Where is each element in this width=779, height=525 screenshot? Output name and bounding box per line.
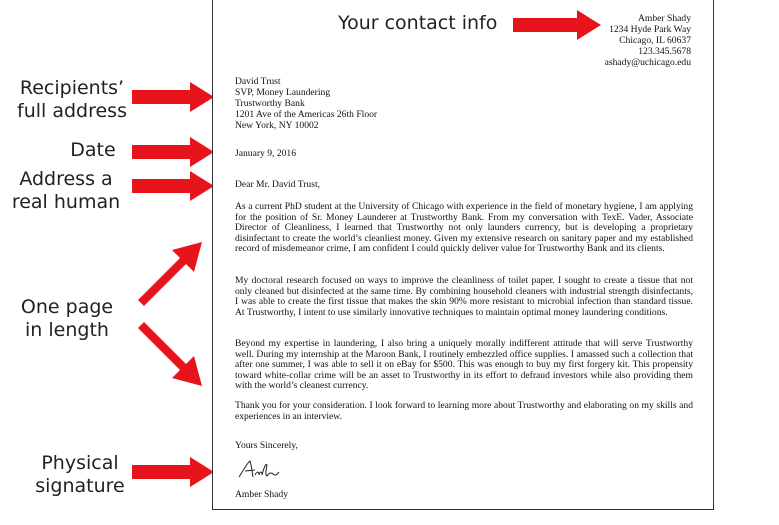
recipient-street: 1201 Ave of the Americas 26th Floor	[235, 109, 378, 120]
letter-salutation: Dear Mr. David Trust,	[235, 179, 321, 190]
arrow-signature-icon	[132, 457, 216, 487]
letter-paragraph: My doctoral research focused on ways to improve the cleanliness of toilet paper. I sought to create a tissue that not only cleaned but disinfected at the same time. By combining household cleaners with industrial strength disinfectants, I was able to create the first tissue that makes the skin 90% more resistant to microbial infection than standard tissue. At Trustworthy, I intent to use similarly innovative techniques to maintain optimal money laundering conditions.	[235, 275, 693, 318]
arrow-one-page-down-icon	[134, 318, 206, 390]
recipient-title: SVP, Money Laundering	[235, 87, 331, 98]
label-signature-line1: Physical	[41, 452, 119, 474]
recipient-address-block	[235, 76, 377, 131]
handwritten-signature-icon	[237, 457, 281, 483]
sender-email: ashady@uchicago.edu	[604, 57, 691, 68]
label-address-human	[4, 168, 128, 214]
letter-signed-name: Amber Shady	[235, 489, 289, 500]
sender-phone: 123.345.5678	[638, 46, 691, 57]
letter-date: January 9, 2016	[235, 148, 297, 159]
label-physical-signature	[28, 452, 132, 498]
sender-street: 1234 Hyde Park Way	[609, 24, 691, 35]
arrow-contact-icon	[513, 10, 603, 40]
arrow-address-human-icon	[132, 171, 216, 201]
label-recipients-line2: full address	[17, 100, 127, 122]
label-one-page-line1: One page	[20, 296, 114, 318]
label-date	[58, 139, 128, 162]
label-address-human-line2: real human	[11, 191, 121, 213]
letter-closing: Yours Sincerely,	[235, 440, 298, 451]
recipient-name: David Trust	[235, 76, 281, 87]
label-one-page	[8, 296, 126, 342]
letter-paragraph: Thank you for your consideration. I look forward to learning more about Trustworthy and elaborating on my skills and experiences in an interview.	[235, 400, 693, 422]
arrow-recipients-icon	[132, 82, 216, 112]
label-one-page-line2: in length	[25, 319, 109, 341]
label-contact-info: Your contact info	[338, 12, 498, 34]
label-recipients-address	[10, 77, 134, 123]
recipient-city: New York, NY 10002	[235, 120, 319, 131]
label-date-text: Date	[70, 139, 116, 161]
arrow-one-page-up-icon	[134, 240, 204, 312]
arrow-date-icon	[132, 137, 216, 167]
letter-paragraph: Beyond my expertise in laundering, I also bring a uniquely morally indifferent attitude that will serve Trustworthy well. During my internship at the Maroon Bank, I routinely embezzled office supplies. I amassed such a collection that after one summer, I was able to sell it on eBay for $500. This was enough to buy my first forgery kit. This propensity toward white-collar crime will be an asset to Trustworthy in its effort to defraud investors while also providing them with the world’s cleanest currency.	[235, 338, 693, 392]
letter-paragraph: As a current PhD student at the University of Chicago with experience in the field of monetary hygiene, I am applying for the position of Sr. Money Launderer at Trustworthy Bank. From my conversation with TexE. Vader, Associate Director of Cleanliness, I learned that Trustworthy not only launders currency, but is developing a proprietary disinfectant to create the world’s cleanliest money. Given my extensive research on sanitary paper and my established record of misdemeanor crime, I am confident I could quickly deliver value for Trustworthy Bank and its clients.	[235, 201, 693, 255]
sender-contact-block	[605, 13, 691, 68]
sender-city: Chicago, IL 60637	[619, 35, 691, 46]
cover-letter-page	[212, 0, 714, 510]
sender-name: Amber Shady	[637, 13, 691, 24]
recipient-company: Trustworthy Bank	[235, 98, 305, 109]
label-address-human-line1: Address a	[19, 168, 113, 190]
label-signature-line2: signature	[35, 475, 125, 497]
label-recipients-line1: Recipients’	[19, 77, 125, 99]
